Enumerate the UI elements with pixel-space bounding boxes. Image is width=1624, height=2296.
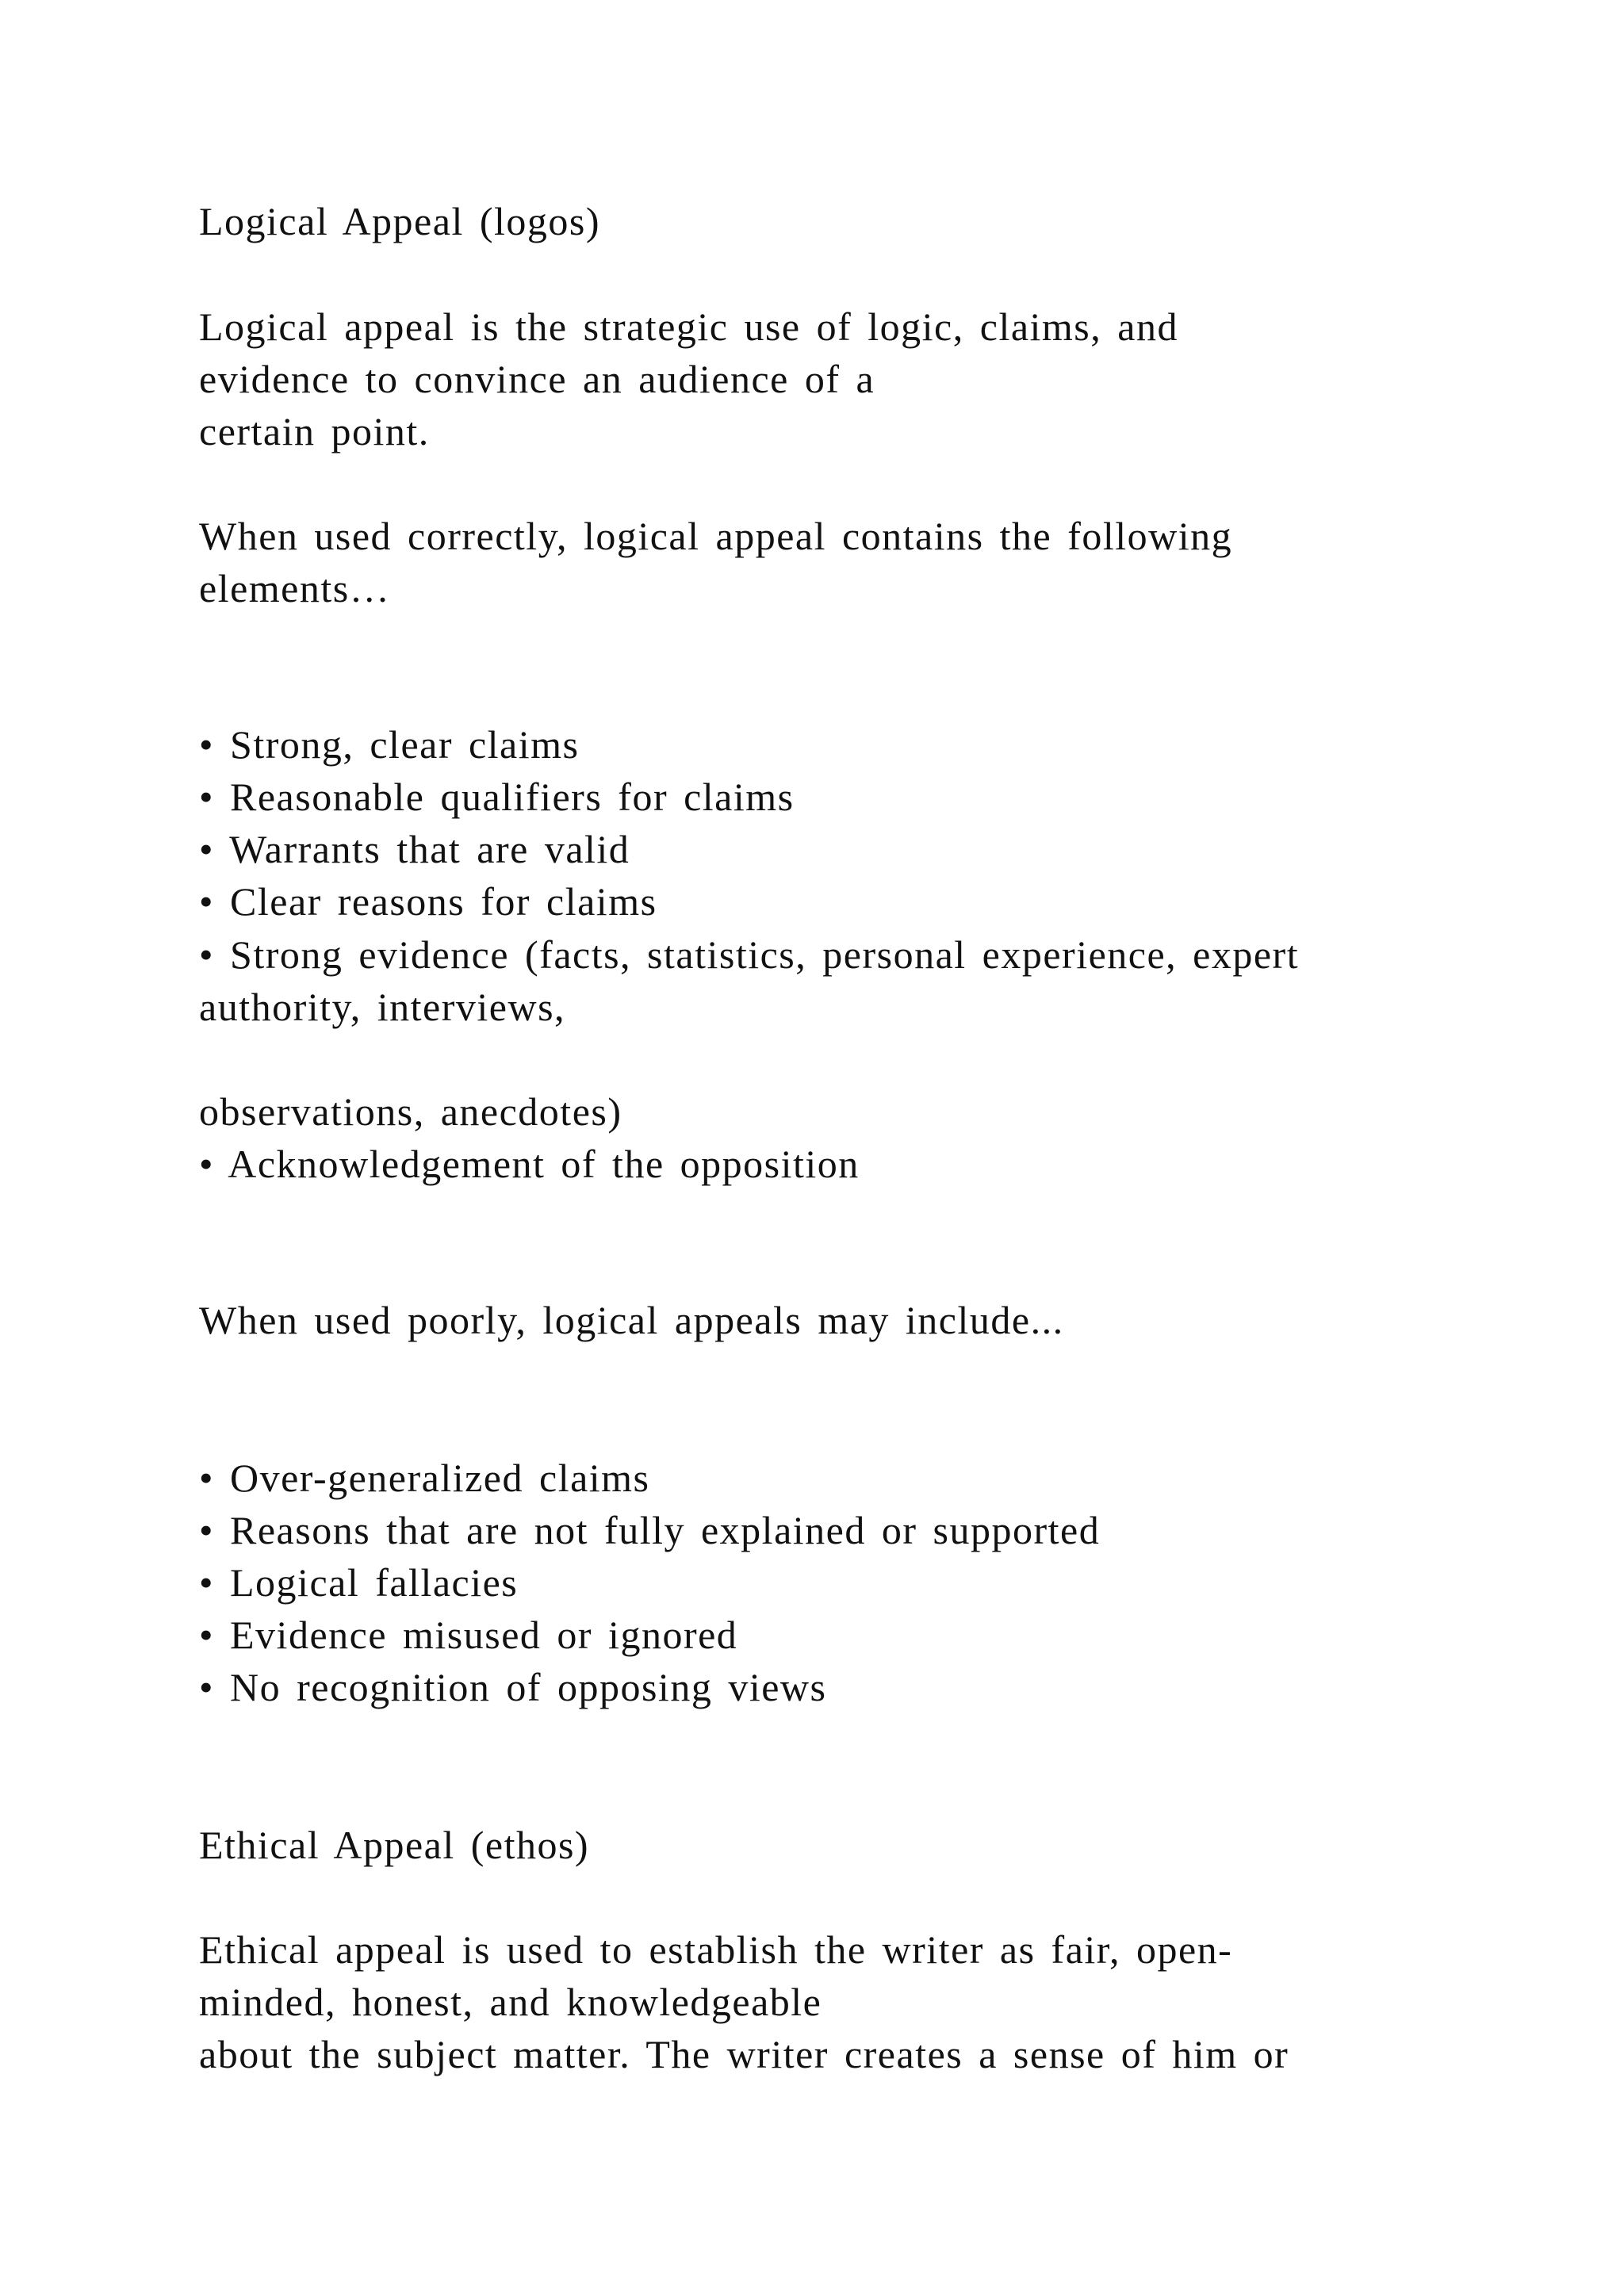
list-item: • Reasonable qualifiers for claims	[199, 775, 795, 819]
list-item: • Strong, clear claims	[199, 722, 580, 767]
text-line: certain point.	[199, 409, 430, 453]
list-item: • Logical fallacies	[199, 1560, 519, 1605]
heading-logical-appeal: Logical Appeal (logos)	[199, 199, 600, 243]
list-item: • Reasons that are not fully explained or supported	[199, 1508, 1101, 1552]
text-line: When used correctly, logical appeal contains the following	[199, 514, 1233, 558]
text-line: Ethical appeal is used to establish the writer as fair, open-	[199, 1927, 1233, 1972]
text-line: minded, honest, and knowledgeable	[199, 1980, 822, 2024]
list-item: • Strong evidence (facts, statistics, personal experience, expert	[199, 932, 1300, 977]
text-line: When used poorly, logical appeals may include...	[199, 1298, 1064, 1342]
list-item: • Over-generalized claims	[199, 1456, 650, 1500]
text-line: evidence to convince an audience of a	[199, 357, 875, 401]
list-item: • Warrants that are valid	[199, 827, 630, 871]
list-item: • Acknowledgement of the opposition	[199, 1142, 860, 1186]
list-item: • No recognition of opposing views	[199, 1665, 827, 1709]
text-line: elements…	[199, 566, 391, 610]
heading-ethical-appeal: Ethical Appeal (ethos)	[199, 1823, 590, 1867]
list-item: • Clear reasons for claims	[199, 879, 657, 924]
text-line: authority, interviews,	[199, 985, 566, 1029]
text-line: Logical appeal is the strategic use of logic, claims, and	[199, 304, 1178, 349]
text-line: about the subject matter. The writer creates a sense of him or	[199, 2032, 1289, 2076]
list-item: • Evidence misused or ignored	[199, 1613, 738, 1657]
text-line: observations, anecdotes)	[199, 1089, 622, 1134]
